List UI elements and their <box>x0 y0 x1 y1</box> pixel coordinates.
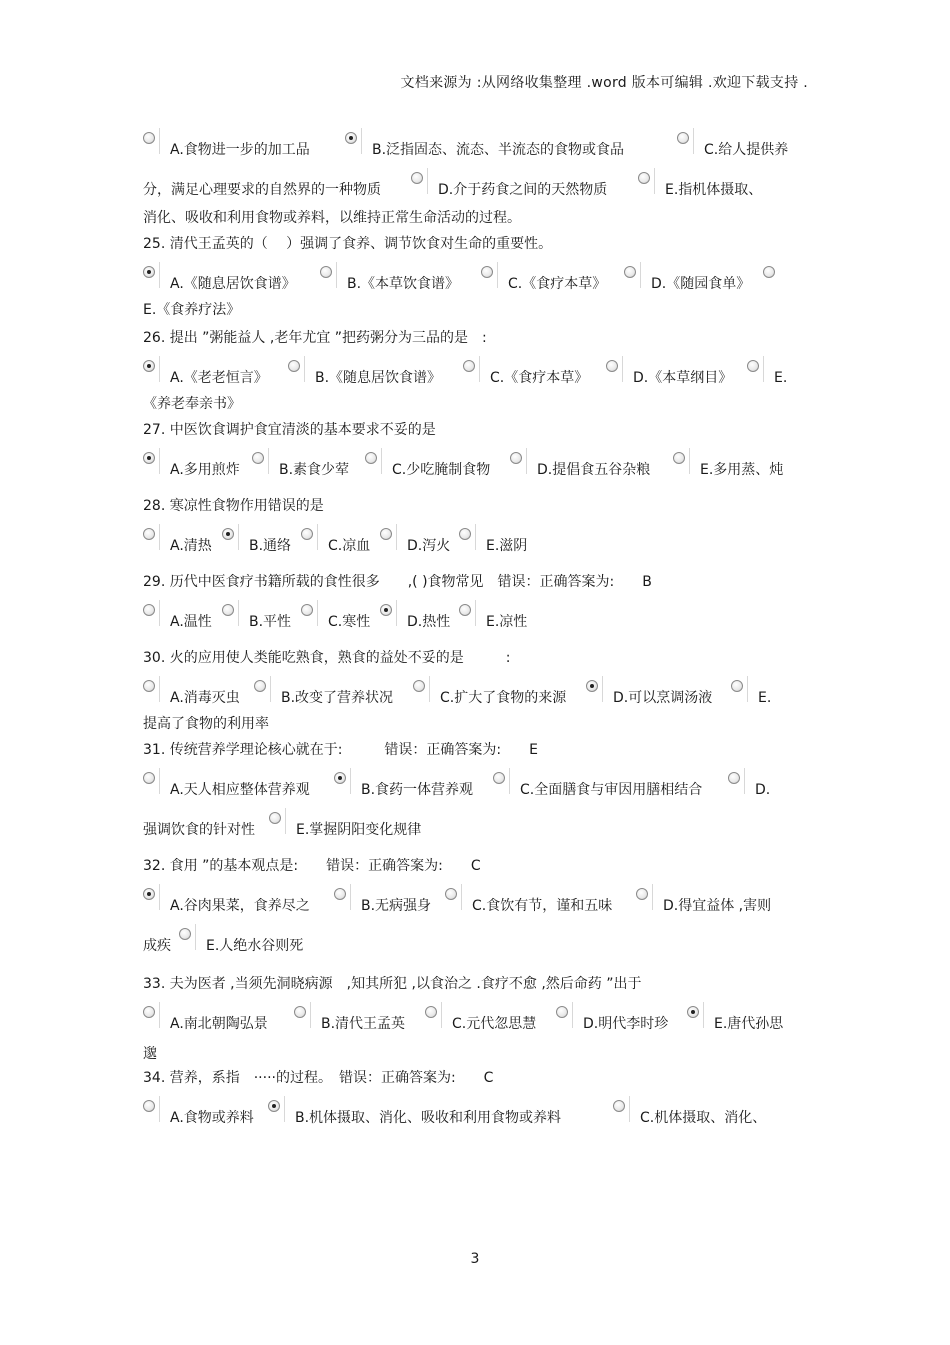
q29-radio-e[interactable] <box>459 604 471 616</box>
q31-radio-a[interactable] <box>143 772 155 784</box>
divider <box>509 768 510 794</box>
q30-radio-e[interactable] <box>731 680 743 692</box>
q24-radio-e[interactable] <box>638 172 650 184</box>
q30-option-d: D.可以烹调汤液 <box>613 690 713 706</box>
q33-radio-d[interactable] <box>556 1006 568 1018</box>
divider <box>159 600 160 626</box>
q29-option-e: E.凉性 <box>486 614 528 630</box>
q33-stem: 33. 夫为医者 ,当须先洞晓病源 ,知其所犯 ,以食治之 .食疗不愈 ,然后命药 ”出于 <box>143 976 642 992</box>
divider <box>572 1002 573 1028</box>
q24-option-b: B.泛指固态、流态、半流态的食物或食品 <box>372 142 625 158</box>
q25-option-e: E.《食养疗法》 <box>143 302 241 318</box>
q32-option-b: B.无病强身 <box>361 898 432 914</box>
q33-option-a: A.南北朝陶弘景 <box>170 1016 268 1032</box>
divider <box>479 356 480 382</box>
divider <box>285 808 286 834</box>
divider <box>747 676 748 702</box>
q27-option-c: C.少吃腌制食物 <box>392 462 491 478</box>
divider <box>381 448 382 474</box>
divider <box>629 1096 630 1122</box>
q32-option-d: D.得宜益体 ,害则 <box>663 898 772 914</box>
q34-radio-a[interactable] <box>143 1100 155 1112</box>
divider <box>159 884 160 910</box>
divider <box>475 600 476 626</box>
divider <box>703 1002 704 1028</box>
divider <box>195 924 196 950</box>
q32-option-a: A.谷肉果菜，食养尽之 <box>170 898 310 914</box>
divider <box>693 128 694 154</box>
q26-radio-b[interactable] <box>288 360 300 372</box>
q33-option-b: B.清代王孟英 <box>321 1016 406 1032</box>
q32-radio-d[interactable] <box>636 888 648 900</box>
divider <box>159 448 160 474</box>
q31-option-d: D. <box>755 782 771 798</box>
divider <box>159 1096 160 1122</box>
q31-option-e: E.掌握阴阳变化规律 <box>296 822 422 838</box>
q28-option-a: A.清热 <box>170 538 212 554</box>
q34-option-b: B.机体摄取、消化、吸收和利用食物或养料 <box>295 1110 562 1126</box>
divider <box>461 884 462 910</box>
divider <box>396 524 397 550</box>
q30-option-e: E. <box>758 690 772 706</box>
q32-option-c: C.食饮有节，谨和五味 <box>472 898 613 914</box>
divider <box>350 768 351 794</box>
divider <box>744 768 745 794</box>
q26-option-c: C.《食疗本草》 <box>490 370 589 386</box>
divider <box>159 128 160 154</box>
page-number: 3 <box>470 1251 480 1267</box>
q25-options <box>143 260 813 300</box>
divider <box>602 676 603 702</box>
q33-radio-e[interactable] <box>687 1006 699 1018</box>
page-header: 文档来源为 :从网络收集整理 .word 版本可编辑 .欢迎下载支持 . <box>400 75 808 91</box>
q33-radio-c[interactable] <box>425 1006 437 1018</box>
q34-option-c: C.机体摄取、消化、 <box>640 1110 767 1126</box>
q28-options <box>143 522 813 562</box>
q31-stem: 31. 传统营养学理论核心就在于: 错误：正确答案为: E <box>143 742 538 758</box>
divider <box>654 168 655 194</box>
q24-radio-a[interactable] <box>143 132 155 144</box>
q31-options <box>143 766 813 806</box>
q33-option-e-cont: 邈 <box>143 1046 157 1062</box>
q24-option-a: A.食物进一步的加工品 <box>170 142 310 158</box>
divider <box>238 600 239 626</box>
q33-radio-a[interactable] <box>143 1006 155 1018</box>
q30-radio-c[interactable] <box>413 680 425 692</box>
q33-option-c: C.元代忽思慧 <box>452 1016 537 1032</box>
q25-option-c: C.《食疗本草》 <box>508 276 607 292</box>
q31-radio-d[interactable] <box>728 772 740 784</box>
divider <box>763 356 764 382</box>
q30-options <box>143 674 813 714</box>
divider <box>317 600 318 626</box>
q30-option-c: C.扩大了食物的来源 <box>440 690 567 706</box>
q29-option-c: C.寒性 <box>328 614 371 630</box>
q32-options-row2 <box>143 922 813 962</box>
q24-radio-d[interactable] <box>411 172 423 184</box>
q26-radio-d[interactable] <box>606 360 618 372</box>
q31-radio-e[interactable] <box>269 812 281 824</box>
divider <box>526 448 527 474</box>
q26-option-e: E. <box>774 370 788 386</box>
q28-option-b: B.通络 <box>249 538 292 554</box>
q30-radio-a[interactable] <box>143 680 155 692</box>
divider <box>427 168 428 194</box>
q33-option-e: E.唐代孙思 <box>714 1016 784 1032</box>
q29-option-a: A.温性 <box>170 614 212 630</box>
q31-options-row2 <box>143 806 813 842</box>
q30-radio-b[interactable] <box>254 680 266 692</box>
q28-radio-d[interactable] <box>380 528 392 540</box>
q27-option-e: E.多用蒸、炖 <box>700 462 784 478</box>
q24-radio-c[interactable] <box>677 132 689 144</box>
q24-option-e-cont: 消化、吸收和利用食物或养料，以维持正常生命活动的过程。 <box>143 210 521 226</box>
q26-radio-a[interactable] <box>143 360 155 372</box>
divider <box>270 676 271 702</box>
q31-option-c: C.全面膳食与审因用膳相结合 <box>520 782 703 798</box>
q24-option-d: D.介于药食之间的天然物质 <box>438 182 608 198</box>
q29-option-b: B.平性 <box>249 614 292 630</box>
q33-radio-b[interactable] <box>294 1006 306 1018</box>
q25-stem: 25. 清代王孟英的（ ）强调了食养、调节饮食对生命的重要性。 <box>143 236 553 252</box>
q31-radio-b[interactable] <box>334 772 346 784</box>
divider <box>689 448 690 474</box>
q31-option-d-cont: 强调饮食的针对性 <box>143 822 255 838</box>
q26-option-d: D.《本草纲目》 <box>633 370 733 386</box>
q28-option-e: E.滋阴 <box>486 538 528 554</box>
q28-radio-a[interactable] <box>143 528 155 540</box>
divider <box>268 448 269 474</box>
q25-option-a: A.《随息居饮食谱》 <box>170 276 296 292</box>
q26-stem: 26. 提出 ”粥能益人 ,老年尤宜 ”把药粥分为三品的是 : <box>143 330 487 346</box>
q29-stem: 29. 历代中医食疗书籍所载的食性很多 ,( )食物常见 错误：正确答案为: B <box>143 574 652 590</box>
divider <box>310 1002 311 1028</box>
divider <box>441 1002 442 1028</box>
q27-radio-c[interactable] <box>365 452 377 464</box>
q29-option-d: D.热性 <box>407 614 451 630</box>
q25-radio-e[interactable] <box>763 266 775 278</box>
q27-radio-e[interactable] <box>673 452 685 464</box>
divider <box>396 600 397 626</box>
divider <box>497 262 498 288</box>
q25-radio-b[interactable] <box>320 266 332 278</box>
q28-option-d: D.泻火 <box>407 538 451 554</box>
q24-option-e: E.指机体摄取、 <box>665 182 763 198</box>
q26-options <box>143 354 813 394</box>
divider <box>317 524 318 550</box>
q26-option-e-cont: 《养老奉亲书》 <box>143 396 241 412</box>
q24-option-c-cont: 分，满足心理要求的自然界的一种物质 <box>143 182 381 198</box>
q32-radio-a[interactable] <box>143 888 155 900</box>
q24-options-row1 <box>143 126 813 166</box>
q27-radio-a[interactable] <box>143 452 155 464</box>
q25-option-d: D.《随园食单》 <box>651 276 751 292</box>
q27-options <box>143 446 813 486</box>
q30-radio-d[interactable] <box>586 680 598 692</box>
q25-radio-c[interactable] <box>481 266 493 278</box>
q28-radio-c[interactable] <box>301 528 313 540</box>
q32-radio-b[interactable] <box>334 888 346 900</box>
q27-radio-d[interactable] <box>510 452 522 464</box>
q25-radio-a[interactable] <box>143 266 155 278</box>
divider <box>159 1002 160 1028</box>
q33-options <box>143 1000 813 1040</box>
q32-option-d-cont: 成疾 <box>143 938 171 954</box>
q28-radio-e[interactable] <box>459 528 471 540</box>
q30-stem: 30. 火的应用使人类能吃熟食，熟食的益处不妥的是 : <box>143 650 511 666</box>
divider <box>159 676 160 702</box>
question-list <box>143 126 813 1134</box>
divider <box>640 262 641 288</box>
divider <box>238 524 239 550</box>
divider <box>304 356 305 382</box>
q27-option-d: D.提倡食五谷杂粮 <box>537 462 651 478</box>
q34-option-a: A.食物或养料 <box>170 1110 254 1126</box>
divider <box>429 676 430 702</box>
q29-radio-d[interactable] <box>380 604 392 616</box>
q27-radio-b[interactable] <box>252 452 264 464</box>
q26-radio-c[interactable] <box>463 360 475 372</box>
divider <box>284 1096 285 1122</box>
q24-radio-b[interactable] <box>345 132 357 144</box>
q30-option-a: A.消毒灭虫 <box>170 690 240 706</box>
divider <box>159 356 160 382</box>
q30-option-b: B.改变了营养状况 <box>281 690 394 706</box>
q34-radio-c[interactable] <box>613 1100 625 1112</box>
q32-options <box>143 882 813 922</box>
q26-option-a: A.《老老恒言》 <box>170 370 268 386</box>
q32-option-e: E.人绝水谷则死 <box>206 938 304 954</box>
q28-radio-b[interactable] <box>222 528 234 540</box>
q29-radio-a[interactable] <box>143 604 155 616</box>
q30-option-e-cont: 提高了食物的利用率 <box>143 716 269 732</box>
q33-option-d: D.明代李时珍 <box>583 1016 669 1032</box>
q29-radio-c[interactable] <box>301 604 313 616</box>
q32-radio-e[interactable] <box>179 928 191 940</box>
q27-stem: 27. 中医饮食调护食宜清淡的基本要求不妥的是 <box>143 422 436 438</box>
q31-option-a: A.天人相应整体营养观 <box>170 782 310 798</box>
q26-radio-e[interactable] <box>747 360 759 372</box>
q26-option-b: B.《随息居饮食谱》 <box>315 370 442 386</box>
q24-option-c: C.给人提供养 <box>704 142 789 158</box>
q31-radio-c[interactable] <box>493 772 505 784</box>
q29-options <box>143 598 813 638</box>
q32-stem: 32. 食用 ”的基本观点是: 错误：正确答案为: C <box>143 858 481 874</box>
q27-option-a: A.多用煎炸 <box>170 462 240 478</box>
divider <box>361 128 362 154</box>
q31-option-b: B.食药一体营养观 <box>361 782 474 798</box>
divider <box>159 768 160 794</box>
q34-options <box>143 1094 813 1134</box>
divider <box>622 356 623 382</box>
q28-option-c: C.凉血 <box>328 538 371 554</box>
q32-radio-c[interactable] <box>445 888 457 900</box>
q29-radio-b[interactable] <box>222 604 234 616</box>
divider <box>159 524 160 550</box>
q25-option-b: B.《本草饮食谱》 <box>347 276 460 292</box>
divider <box>159 262 160 288</box>
divider <box>652 884 653 910</box>
divider <box>475 524 476 550</box>
q27-option-b: B.素食少荤 <box>279 462 350 478</box>
q34-stem: 34. 营养，系指 ·····的过程。 错误：正确答案为: C <box>143 1070 494 1086</box>
q25-radio-d[interactable] <box>624 266 636 278</box>
q34-radio-b[interactable] <box>268 1100 280 1112</box>
q28-stem: 28. 寒凉性食物作用错误的是 <box>143 498 324 514</box>
divider <box>350 884 351 910</box>
q24-options-row2 <box>143 166 813 202</box>
divider <box>336 262 337 288</box>
